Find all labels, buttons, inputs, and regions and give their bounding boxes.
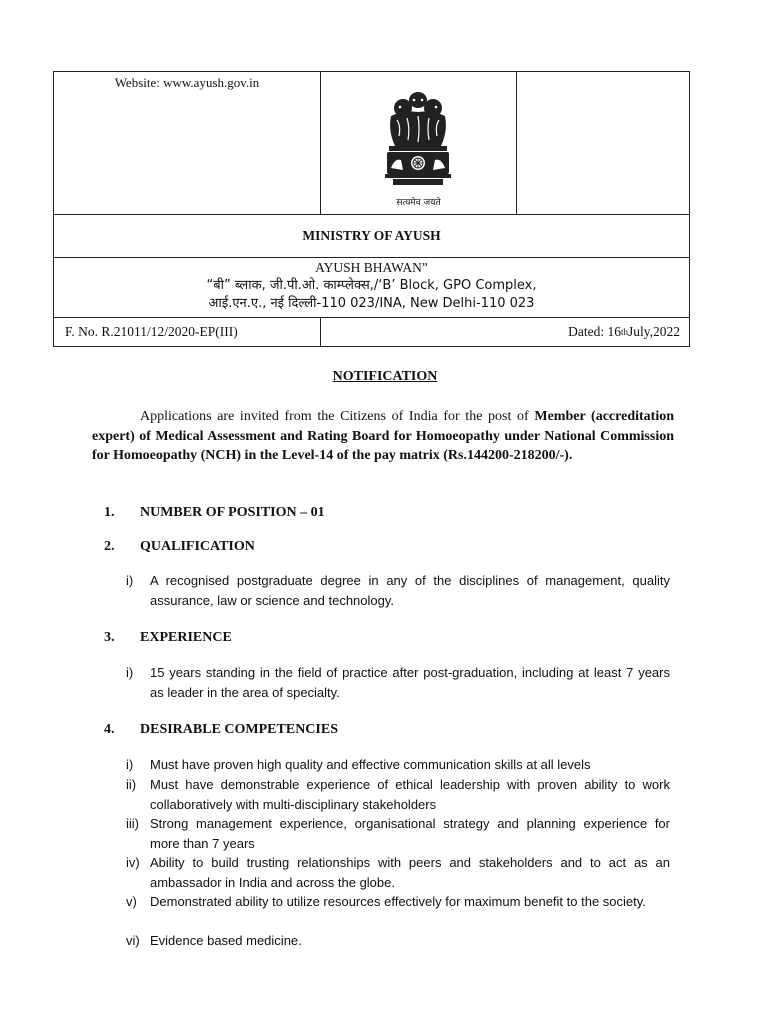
item-marker: i) <box>126 757 134 772</box>
intro-plain: Applications are invited from the Citizens of India for the post of <box>140 409 535 424</box>
item-marker: i) <box>126 573 134 588</box>
national-emblem-icon <box>373 86 463 194</box>
date-prefix: Dated: 16 <box>568 324 621 339</box>
section-heading <box>104 539 255 555</box>
section-number: 3. <box>104 630 115 645</box>
item-text: Demonstrated ability to utilize resources effectively for maximum benefit to the society. <box>150 894 646 909</box>
emblem-motto: सत्यमेव जयते <box>396 198 441 208</box>
list-item <box>128 755 670 775</box>
file-number: F. No. R.21011/12/2020-EP(III) <box>54 318 321 346</box>
intro-paragraph <box>92 407 674 466</box>
item-marker: ii) <box>126 777 137 792</box>
item-marker: v) <box>126 894 137 909</box>
item-text: Strong management experience, organisational strategy and planning experience for more than 7 years <box>150 816 670 851</box>
item-text: Evidence based medicine. <box>150 933 302 948</box>
empty-header-cell <box>517 72 689 214</box>
ministry-name: MINISTRY OF AYUSH <box>54 215 689 258</box>
item-text: Ability to build trusting relationships with peers and stakeholders and to act as an ambassador in India and across the globe. <box>150 855 670 890</box>
emblem-cell <box>321 72 517 214</box>
date-text <box>321 318 689 346</box>
notification-title: NOTIFICATION <box>332 369 438 384</box>
item-text: 15 years standing in the field of practice after post-graduation, including at least 7 years as leader in the area of specialty. <box>150 665 670 700</box>
date-ordinal: th <box>620 327 628 337</box>
section-heading <box>104 505 325 521</box>
list-item <box>128 814 670 853</box>
list-item <box>128 663 670 702</box>
item-text: Must have demonstrable experience of ethical leadership with proven ability to work collaboratively with multi-disciplinary stakeholders <box>150 777 670 812</box>
letterhead-top-row <box>54 72 689 215</box>
list-item <box>128 931 670 951</box>
address-line-2: “बी” ब्लाक, जी.पी.ओ. काम्प्लेक्स,/‘B’ Block, GPO Complex, <box>206 278 537 293</box>
item-text: Must have proven high quality and effective communication skills at all levels <box>150 757 591 772</box>
date-suffix: July,2022 <box>627 324 680 339</box>
reference-row <box>54 318 689 346</box>
section-title: EXPERIENCE <box>140 630 232 645</box>
section-heading <box>104 630 232 646</box>
item-marker: iv) <box>126 855 140 870</box>
address-block <box>54 258 689 318</box>
section-heading <box>104 722 338 738</box>
section-title: DESIRABLE COMPETENCIES <box>140 722 338 737</box>
website-text: Website: www.ayush.gov.in <box>114 75 260 90</box>
item-marker: iii) <box>126 816 139 831</box>
letterhead-table <box>53 71 690 347</box>
item-marker: i) <box>126 665 134 680</box>
address-line-3: आई.एन.ए., नई दिल्ली-110 023/INA, New Delhi-110 023 <box>208 296 535 311</box>
list-item <box>128 571 670 610</box>
list-item <box>128 853 670 892</box>
section-number: 2. <box>104 539 115 554</box>
list-item <box>128 775 670 814</box>
item-marker: vi) <box>126 933 140 948</box>
section-number: 4. <box>104 722 115 737</box>
website-cell <box>54 72 321 214</box>
list-item <box>128 892 670 912</box>
section-title: QUALIFICATION <box>140 539 255 554</box>
address-line-1: AYUSH BHAWAN” <box>315 260 428 275</box>
item-text: A recognised postgraduate degree in any of the disciplines of management, quality assurance, law or science and technology. <box>150 573 670 608</box>
intro-bold: Member (accreditation expert) of Medical Assessment and Rating Board for Homoeopathy under National Commission for Homoeopathy (NCH) in the Level-14 of the pay matrix (Rs.144200-218200/-). <box>92 409 674 463</box>
section-number: 1. <box>104 505 115 520</box>
section-title: NUMBER OF POSITION – 01 <box>140 505 325 520</box>
